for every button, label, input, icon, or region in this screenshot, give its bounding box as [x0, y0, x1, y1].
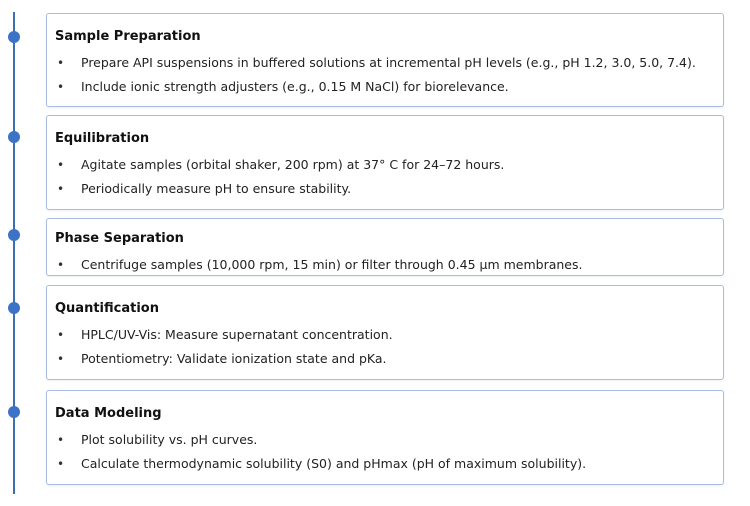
timeline-dot [8, 31, 20, 43]
step-bullet: • Periodically measure pH to ensure stability. [55, 177, 715, 201]
step-bullet: • HPLC/UV-Vis: Measure supernatant concentration. [55, 323, 715, 347]
step-bullet: • Calculate thermodynamic solubility (S0) and pHmax (pH of maximum solubility). [55, 452, 715, 476]
step-title: Quantification [55, 301, 159, 316]
timeline-dot [8, 229, 20, 241]
timeline-dot [8, 406, 20, 418]
step-title: Data Modeling [55, 406, 162, 421]
step-card-phase-separation [46, 218, 724, 276]
step-bullet: • Prepare API suspensions in buffered solutions at incremental pH levels (e.g., pH 1.2, 3.0, 5.0, 7.4). [55, 51, 715, 75]
step-title: Equilibration [55, 131, 150, 146]
step-bullet: • Include ionic strength adjusters (e.g., 0.15 M NaCl) for biorelevance. [55, 75, 715, 99]
step-card-quantification [46, 285, 724, 380]
timeline-line [13, 12, 15, 494]
step-bullet: • Plot solubility vs. pH curves. [55, 428, 715, 452]
timeline-dot [8, 302, 20, 314]
step-bullet: • Potentiometry: Validate ionization state and pKa. [55, 347, 715, 371]
step-bullet: • Centrifuge samples (10,000 rpm, 15 min) or filter through 0.45 µm membranes. [55, 253, 715, 277]
step-card-equilibration [46, 115, 724, 210]
timeline-dot [8, 131, 20, 143]
step-card-data-modeling [46, 390, 724, 485]
step-title: Phase Separation [55, 231, 184, 246]
step-card-sample-preparation [46, 13, 724, 107]
step-title: Sample Preparation [55, 29, 201, 44]
step-bullet: • Agitate samples (orbital shaker, 200 rpm) at 37° C for 24–72 hours. [55, 153, 715, 177]
